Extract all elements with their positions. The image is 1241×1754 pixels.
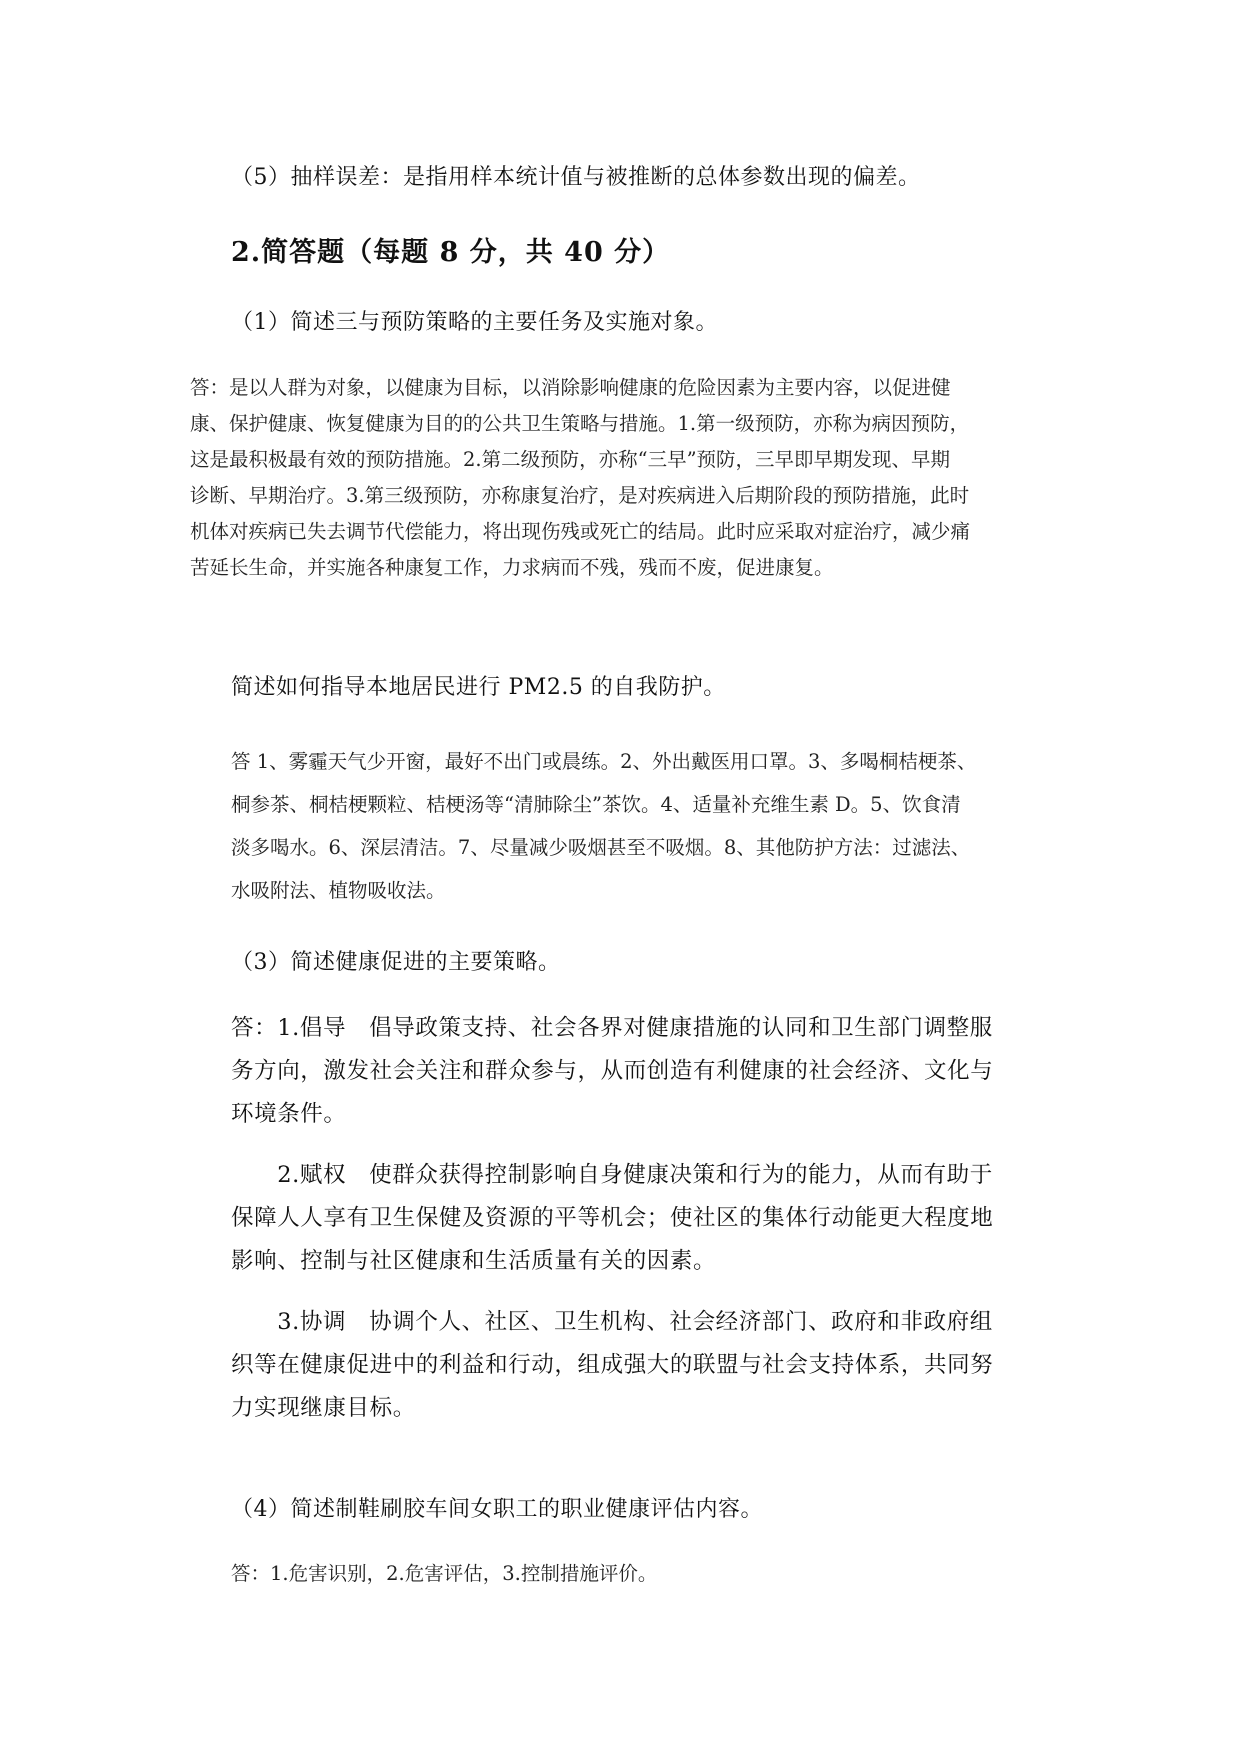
question-4: （4）简述制鞋刷胶车间女职工的职业健康评估内容。 xyxy=(231,1497,763,1522)
answer-3-line: 保障人人享有卫生保健及资源的平等机会；使社区的集体行动能更大程度地 xyxy=(231,1205,994,1231)
answer-3-line: 影响、控制与社区健康和生活质量有关的因素。 xyxy=(231,1248,717,1274)
answer-2-line: 桐参茶、桐桔梗颗粒、桔梗汤等“清肺除尘”茶饮。4、适量补充维生素 D。5、饮食清 xyxy=(231,793,961,816)
answer-2 xyxy=(231,740,1061,912)
answer-1-line: 诊断、早期治疗。3.第三级预防，亦称康复治疗，是对疾病进入后期阶段的预防措施，此时 xyxy=(190,484,970,507)
answer-2-line: 答 1、雾霾天气少开窗，最好不出门或晨练。2、外出戴医用口罩。3、多喝桐桔梗茶、 xyxy=(231,750,977,773)
answer-1 xyxy=(190,370,1080,586)
answer-2-line: 淡多喝水。6、深层清洁。7、尽量减少吸烟甚至不吸烟。8、其他防护方法：过滤法、 xyxy=(231,836,971,859)
answer-3-empowerment xyxy=(231,1154,1061,1283)
answer-3-advocacy xyxy=(231,1007,1061,1136)
answer-1-line: 这是最积极最有效的预防措施。2.第二级预防，亦称“三早”预防，三早即早期发现、早期 xyxy=(190,448,951,471)
answer-3-line: 织等在健康促进中的利益和行动，组成强大的联盟与社会支持体系，共同努 xyxy=(231,1352,994,1378)
answer-1-line: 机体对疾病已失去调节代偿能力，将出现伤残或死亡的结局。此时应采取对症治疗，减少痛 xyxy=(190,520,971,543)
answer-3-line: 务方向，激发社会关注和群众参与，从而创造有利健康的社会经济、文化与 xyxy=(231,1058,994,1084)
question-1: （1）简述三与预防策略的主要任务及实施对象。 xyxy=(231,310,718,335)
answer-3-line: 环境条件。 xyxy=(231,1101,347,1127)
answer-1-line: 答：是以人群为对象，以健康为目标，以消除影响健康的危险因素为主要内容，以促进健 xyxy=(190,376,951,399)
section-heading: 2.简答题（每题 8 分，共 40 分） xyxy=(231,237,671,268)
question-2: 简述如何指导本地居民进行 PM2.5 的自我防护。 xyxy=(231,675,726,700)
answer-4: 答：1.危害识别，2.危害评估，3.控制措施评价。 xyxy=(231,1562,658,1585)
question-3: （3）简述健康促进的主要策略。 xyxy=(231,950,561,975)
answer-3 xyxy=(231,1007,1061,1448)
answer-2-line: 水吸附法、植物吸收法。 xyxy=(231,879,446,902)
answer-1-line: 康、保护健康、恢复健康为目的的公共卫生策略与措施。1.第一级预防，亦称为病因预防， xyxy=(190,412,970,435)
answer-3-line: 2.赋权 使群众获得控制影响自身健康决策和行为的能力，从而有助于 xyxy=(231,1162,993,1188)
answer-3-coordination xyxy=(231,1301,1061,1430)
answer-3-line: 力实现继康目标。 xyxy=(231,1395,416,1421)
answer-3-line: 答：1.倡导 倡导政策支持、社会各界对健康措施的认同和卫生部门调整服 xyxy=(231,1015,993,1041)
sampling-error-definition: （5）抽样误差：是指用样本统计值与被推断的总体参数出现的偏差。 xyxy=(231,165,921,190)
answer-3-line: 3.协调 协调个人、社区、卫生机构、社会经济部门、政府和非政府组 xyxy=(231,1309,993,1335)
answer-1-line: 苦延长生命，并实施各种康复工作，力求病而不残，残而不废，促进康复。 xyxy=(190,556,834,579)
